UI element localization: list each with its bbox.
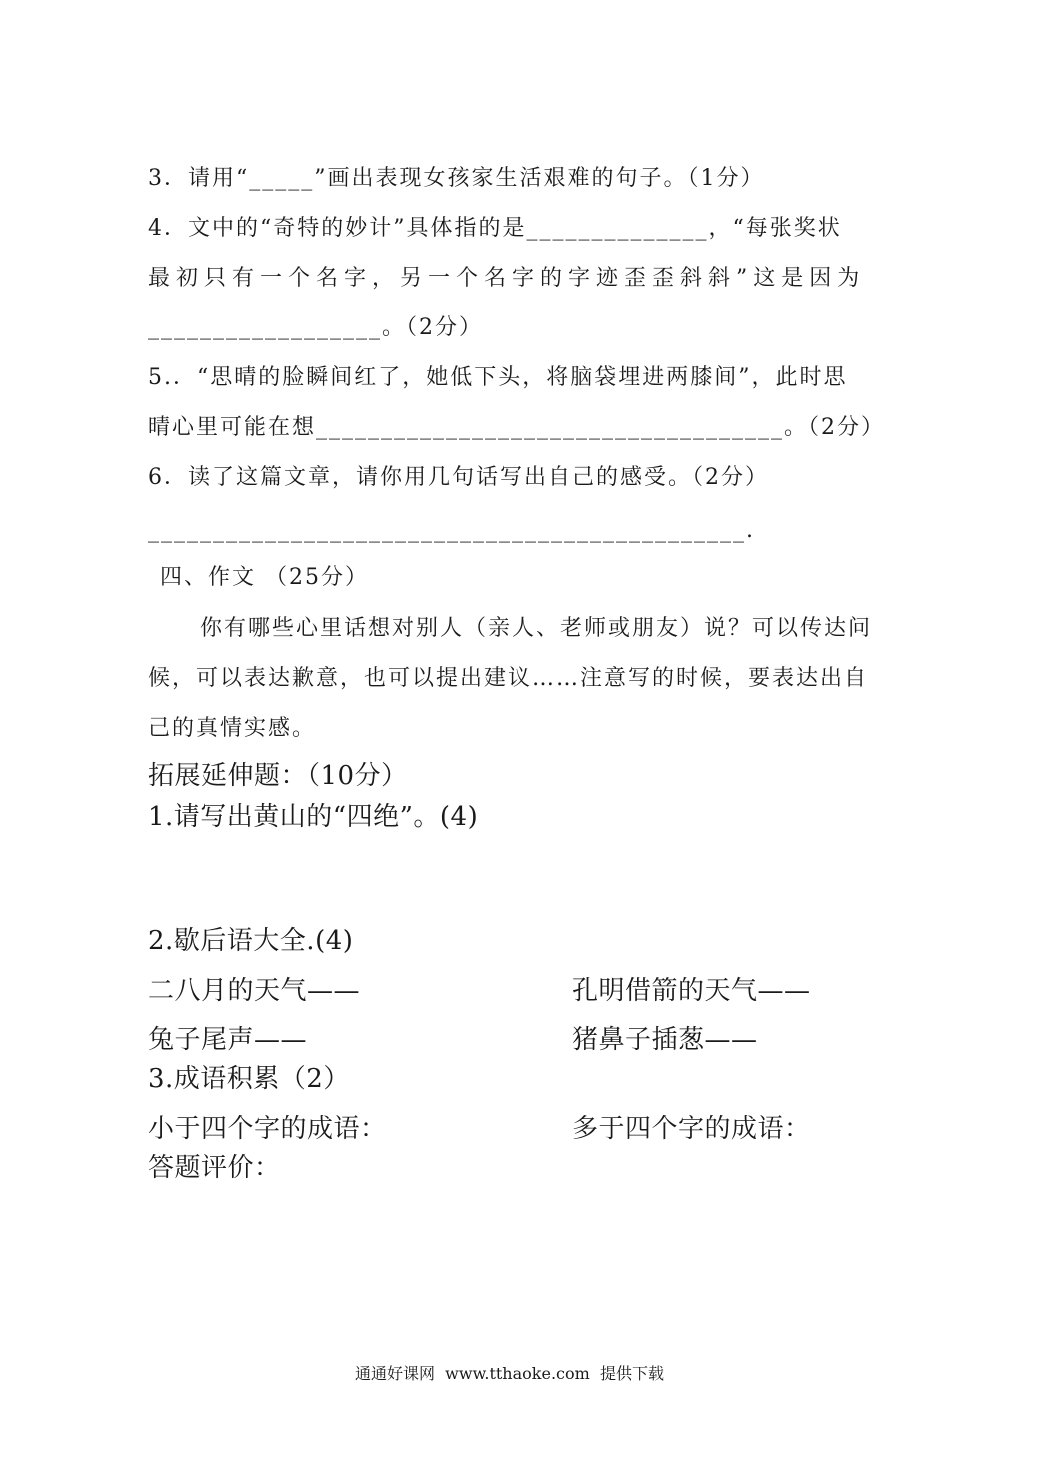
question-5-line-2: 晴心里可能在想____________________________________。（2分） — [148, 415, 885, 440]
idiom-more-than-four: 多于四个字的成语： — [572, 1114, 811, 1144]
composition-paragraph-line-3: 己的真情实感。 — [148, 716, 317, 741]
question-3: 3．请用“_____”画出表现女孩家生活艰难的句子。（1分） — [148, 166, 765, 191]
question-6-line-1: 6．读了这篇文章，请你用几句话写出自己的感受。（2分） — [148, 465, 769, 490]
xiehouyu-right-1: 孔明借箭的天气—— — [572, 976, 811, 1006]
xiehouyu-left-2: 兔子尾声—— — [148, 1025, 308, 1055]
question-5-line-1: 5.．“思晴的脸瞬间红了，她低下头，将脑袋埋进两膝间”，此时思 — [148, 365, 848, 390]
composition-paragraph-line-1: 你有哪些心里话想对别人（亲人、老师或朋友）说？可以传达问 — [200, 616, 873, 641]
question-4-line-2: 最初只有一个名字，另一个名字的字迹歪歪斜斜”这是因为 — [148, 266, 866, 291]
extension-item-2: 2.歇后语大全.(4) — [148, 926, 354, 956]
xiehouyu-left-1: 二八月的天气—— — [148, 976, 361, 1006]
evaluation-label: 答题评价： — [148, 1153, 281, 1183]
idiom-less-than-four: 小于四个字的成语： — [148, 1114, 387, 1144]
question-6-answer-line: ______________________________________________. — [148, 518, 755, 543]
extension-item-1: 1.请写出黄山的“四绝”。(4) — [148, 802, 479, 832]
composition-paragraph-line-2: 候，可以表达歉意，也可以提出建议……注意写的时候，要表达出自 — [148, 666, 869, 691]
xiehouyu-right-2: 猪鼻子插葱—— — [572, 1025, 758, 1055]
question-4-line-1: 4．文中的“奇特的妙计”具体指的是______________，“每张奖状 — [148, 216, 842, 241]
page-footer: 通通好课网 www.tthaoke.com 提供下载 — [355, 1364, 664, 1383]
question-4-line-3: __________________。（2分） — [148, 315, 483, 340]
composition-heading: 四、作文 （25分） — [160, 565, 369, 590]
extension-item-3: 3.成语积累（2） — [148, 1064, 350, 1094]
extension-heading: 拓展延伸题：（10分） — [148, 761, 408, 791]
